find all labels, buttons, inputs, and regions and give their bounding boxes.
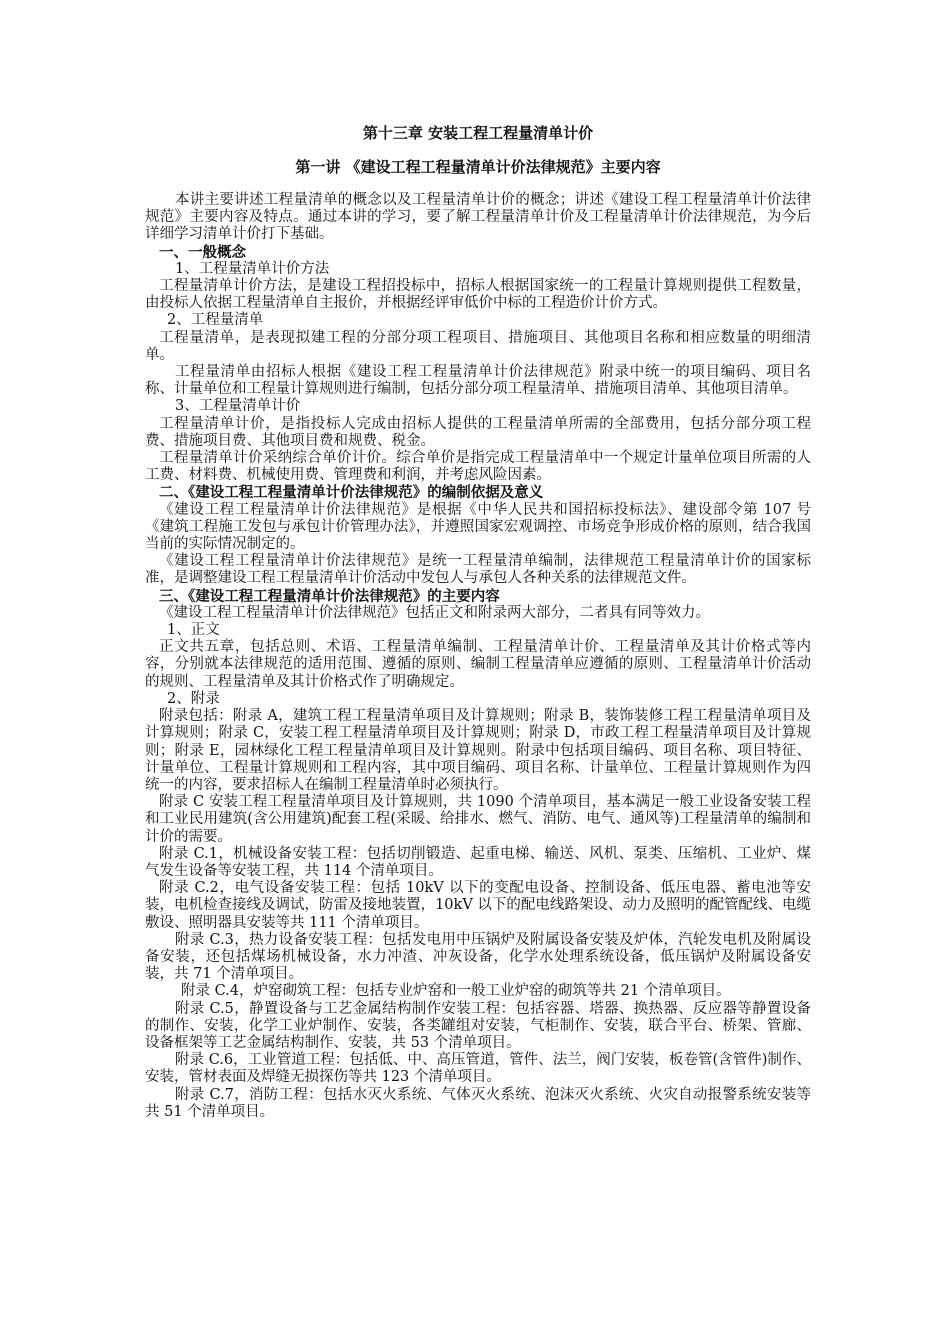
paragraph: 本讲主要讲述工程量清单的概念以及工程量清单计价的概念；讲述《建设工程工程量清单计价法律规范》主要内容及特点。通过本讲的学习，要了解工程量清单计价及工程量清单计价法律规范，为今后详细学习清单计价打下基础。 xyxy=(145,192,811,243)
subsection-heading: 1、正文 xyxy=(167,622,220,639)
subsection-heading: 2、工程量清单 xyxy=(167,312,264,329)
paragraph: 工程量清单计价采纳综合单价计价。综合单价是指完成工程量清单中一个规定计量单位项目所需的人工费、材料费、机械使用费、管理费和利润，并考虑风险因素。 xyxy=(145,450,811,484)
paragraph: 附录 C.7，消防工程：包括水灭火系统、气体灭火系统、泡沫灭火系统、火灾自动报警系统安装等共 51 个清单项目。 xyxy=(145,1086,811,1120)
paragraph: 工程量清单，是表现拟建工程的分部分项工程项目、措施项目、其他项目名称和相应数量的明细清单。 xyxy=(145,329,811,363)
paragraph: 《建设工程工程量清单计价法律规范》是统一工程量清单编制，法律规范工程量清单计价的国家标准，是调整建设工程工程量清单计价活动中发包人与承包人各种关系的法律规范文件。 xyxy=(145,553,811,587)
section-heading: 三、《建设工程工程量清单计价法律规范》的主要内容 xyxy=(159,587,500,605)
paragraph: 附录 C.3，热力设备安装工程：包括发电用中压锅炉及附属设备安装及炉体，汽轮发电机及附属设备安装，还包括煤场机械设备，水力冲渣、冲灰设备，化学水处理系统设备，低压锅炉及附属设备安装，共 71 个清单项目。 xyxy=(145,931,811,983)
section-heading: 一、一般概念 xyxy=(159,243,246,261)
paragraph: 附录 C.1，机械设备安装工程：包括切削锻造、起重电梯、输送、风机、泵类、压缩机、工业炉、煤气发生设备等安装工程，共 114 个清单项目。 xyxy=(145,845,811,879)
subsection-heading: 3、工程量清单计价 xyxy=(175,398,301,415)
paragraph: 《建设工程工程量清单计价法律规范》包括正文和附录两大部分，二者具有同等效力。 xyxy=(159,604,710,621)
paragraph: 附录 C.5，静置设备与工艺金属结构制作安装工程：包括容器、塔器、换热器、反应器等静置设备的制作、安装，化学工业炉制作、安装，各类罐组对安装，气柜制作、安装，联合平台、桥架、管廊、设备框架等工艺金属结构制作、安装，共 53 个清单项目。 xyxy=(145,1000,811,1051)
subsection-heading: 2、附录 xyxy=(167,690,220,707)
document-page xyxy=(145,124,811,1121)
paragraph: 附录 C.6，工业管道工程：包括低、中、高压管道，管件、法兰，阀门安装，板卷管(含管件)制作、安装，管材表面及焊缝无损探伤等共 123 个清单项目。 xyxy=(145,1052,811,1086)
chapter-title: 第十三章 安装工程工程量清单计价 xyxy=(362,124,594,142)
lecture-title: 第一讲 《建设工程工程量清单计价法律规范》主要内容 xyxy=(295,158,661,176)
paragraph: 《建设工程工程量清单计价法律规范》是根据《中华人民共和国招标投标法》、建设部令第 107 号《建筑工程施工发包与承包计价管理办法》，并遵照国家宏观调控、市场竞争形成价格的原则，结合我国当前的实际情况制定的。 xyxy=(145,501,811,553)
paragraph: 附录 C.2，电气设备安装工程：包括 10kV 以下的变配电设备、控制设备、低压电器、蓄电池等安装，电机检查接线及调试，防雷及接地装置，10kV 以下的配电线路架设、动力及照明的配管配线、电缆敷设、照明器具安装等共 111 个清单项目。 xyxy=(145,880,811,931)
subsection-heading: 附录 C.4，炉窑砌筑工程：包括专业炉窑和一般工业炉窑的砌筑等共 21 个清单项目。 xyxy=(181,983,731,1000)
section-heading: 二、《建设工程工程量清单计价法律规范》的编制依据及意义 xyxy=(159,484,544,502)
subsection-heading: 1、工程量清单计价方法 xyxy=(175,260,330,277)
paragraph: 附录包括：附录 A，建筑工程工程量清单项目及计算规则；附录 B，装饰装修工程工程量清单项目及计算规则；附录 C，安装工程工程量清单项目及计算规则；附录 D，市政工程工程量清单项目及计算规则；附录 E，园林绿化工程工程量清单项目及计算规则。附录中包括项目编码、项目名称、项目特征、计量单位、工程量计算规则和工程内容，其中项目编码、项目名称、计量单位、工程量计算规则作为四统一的内容，要求招标人在编制工程量清单时必须执行。 xyxy=(145,708,811,793)
document-body xyxy=(145,192,811,1121)
paragraph: 工程量清单计价，是指投标人完成由招标人提供的工程量清单所需的全部费用，包括分部分项工程费、措施项目费、其他项目费和规费、税金。 xyxy=(145,415,811,449)
paragraph: 工程量清单由招标人根据《建设工程工程量清单计价法律规范》附录中统一的项目编码、项目名称、计量单位和工程量计算规则进行编制，包括分部分项工程量清单、措施项目清单、其他项目清单。 xyxy=(145,364,811,398)
paragraph: 工程量清单计价方法，是建设工程招投标中，招标人根据国家统一的工程量计算规则提供工程数量，由投标人依据工程量清单自主报价，并根据经评审低价中标的工程造价计价方式。 xyxy=(145,278,811,312)
paragraph: 正文共五章，包括总则、术语、工程量清单编制、工程量清单计价、工程量清单及其计价格式等内容，分别就本法律规范的适用范围、遵循的原则、编制工程量清单应遵循的原则、工程量清单计价活动的规则、工程量清单及其计价格式作了明确规定。 xyxy=(145,639,811,690)
paragraph: 附录 C 安装工程工程量清单项目及计算规则，共 1090 个清单项目，基本满足一般工业设备安装工程和工业民用建筑(含公用建筑)配套工程(采暖、给排水、燃气、消防、电气、通风等)工程量清单的编制和计价的需要。 xyxy=(145,794,811,845)
